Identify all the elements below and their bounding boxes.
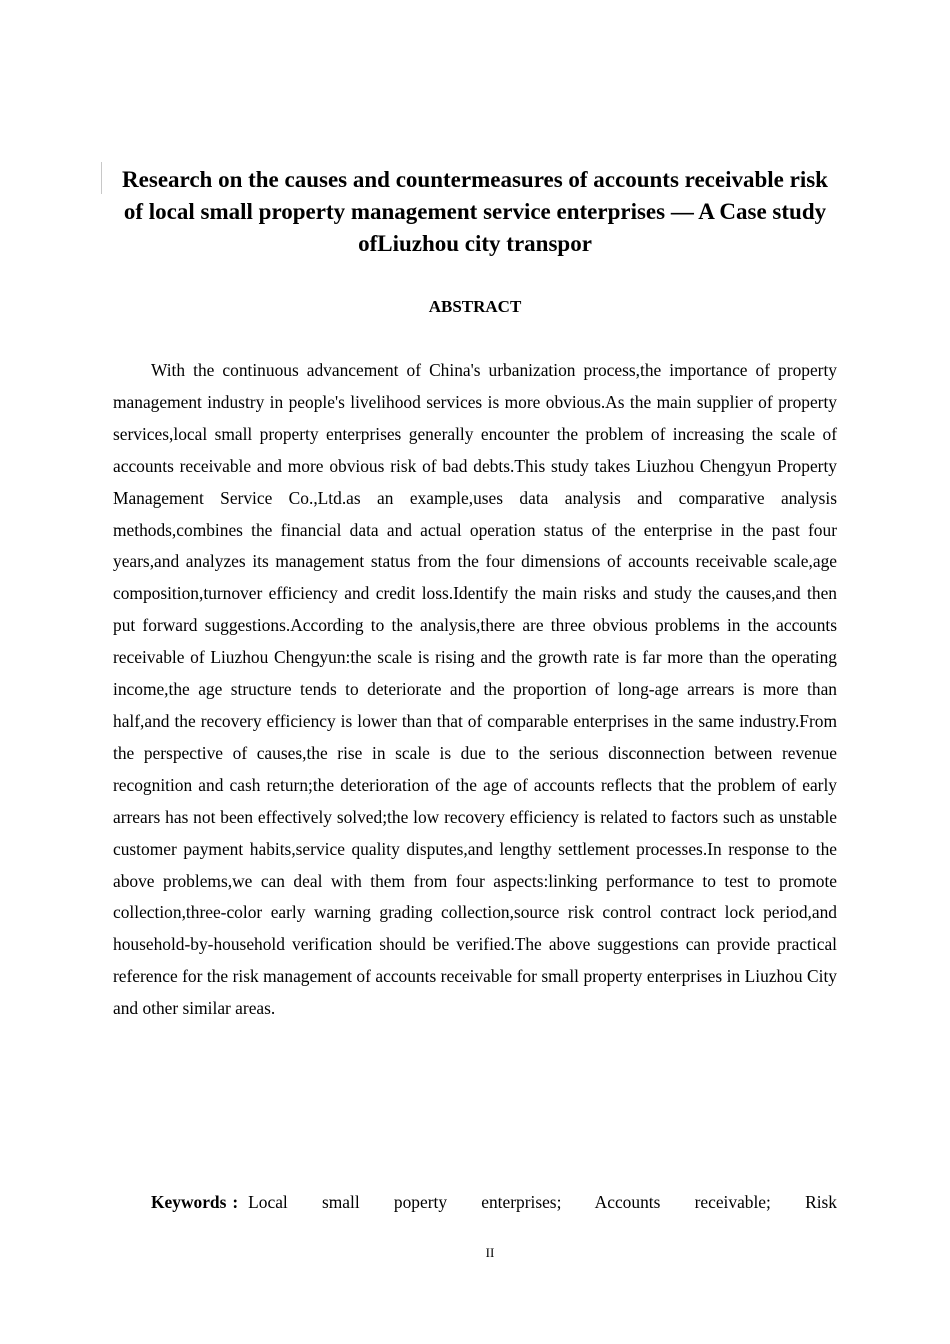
- keywords-label: Keywords: [151, 1192, 227, 1212]
- keywords-text: Local small poperty enterprises; Accounts receivable; Risk: [248, 1192, 837, 1212]
- margin-mark: [101, 162, 102, 194]
- keywords-line: [113, 1186, 837, 1218]
- page-number: II: [485, 1245, 495, 1260]
- keywords-separator: :: [232, 1192, 239, 1212]
- abstract-heading: ABSTRACT: [428, 297, 522, 316]
- paper-title: Research on the causes and countermeasures of accounts receivable risk of local small property management service enterprises — A Case study ofLiuzhou city transpor: [122, 167, 828, 256]
- abstract-body: With the continuous advancement of China's urbanization process,the importance of property management industry in people's livelihood services is more obvious.As the main supplier of property services,local small property enterprises generally encounter the problem of increasing the scale of accounts receivable and more obvious risk of bad debts.This study takes Liuzhou Chengyun Property Management Service Co.,Ltd.as an example,uses data analysis and comparative analysis methods,combines the financial data and actual operation status of the enterprise in the past four years,and analyzes its management status from the four dimensions of accounts receivable scale,age composition,turnover efficiency and credit loss.Identify the main risks and study the causes,and then put forward suggestions.According to the analysis,there are three obvious problems in the accounts receivable of Liuzhou Chengyun:the scale is rising and the growth rate is far more than the operating income,the age structure tends to deteriorate and the proportion of long-age arrears is more than half,and the recovery efficiency is lower than that of comparable enterprises in the same industry.From the perspective of causes,the rise in scale is due to the serious disconnection between revenue recognition and cash return;the deterioration of the age of accounts reflects that the problem of early arrears has not been effectively solved;the low recovery efficiency is related to factors such as unstable customer payment habits,service quality disputes,and lengthy settlement processes.In response to the above problems,we can deal with them from four aspects:linking performance to test to promote collection,three-color early warning grading collection,source risk control contract lock period,and household-by-household verification should be verified.The above suggestions can provide practical reference for the risk management of accounts receivable for small property enterprises in Liuzhou City and other similar areas.: [113, 360, 837, 1019]
